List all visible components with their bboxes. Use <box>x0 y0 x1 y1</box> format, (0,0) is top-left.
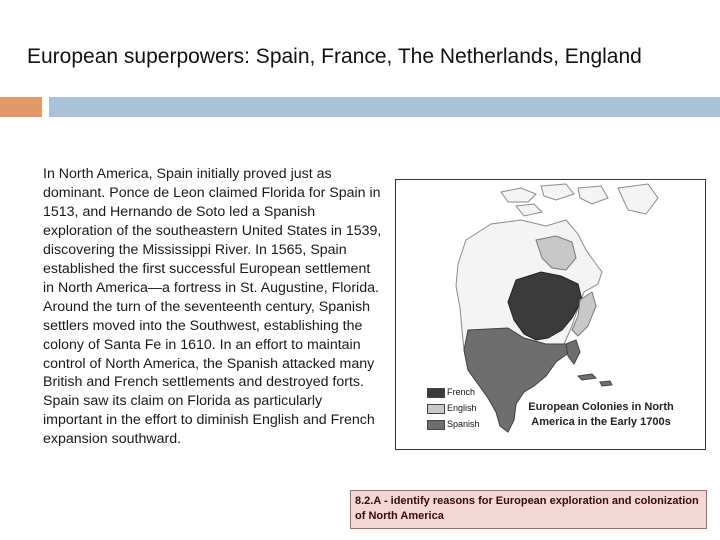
legend-swatch-french <box>427 388 445 398</box>
slide-title: European superpowers: Spain, France, The Netherlands, England <box>27 45 642 68</box>
arctic-islands <box>501 184 608 216</box>
legend-label-spanish: Spanish <box>447 419 480 429</box>
spanish-florida <box>566 340 580 364</box>
caribbean-islands <box>578 374 612 386</box>
greenland-shape <box>618 184 658 214</box>
standard-callout: 8.2.A - identify reasons for European exploration and colonization of North America <box>350 490 707 529</box>
body-paragraph: In North America, Spain initially proved just as dominant. Ponce de Leon claimed Florida for Spain in 1513, and Hernando de Soto led a Spanish exploration of the southeastern United States in 1539, discovering the Mississippi River. In 1565, Spain established the first successful European settlement in North America—a fortress in St. Augustine, Florida. Around the turn of the seventeenth century, Spanish settlers moved into the Southwest, establishing the colony of Santa Fe in 1610. In an effort to maintain control of North America, the Spanish attacked many British and French settlements and destroyed forts. Spain saw its claim on Florida as particularly important in the effort to diminish English and French expansion southward. <box>43 166 382 448</box>
accent-bar-blue <box>49 97 720 117</box>
legend-swatch-spanish <box>427 420 445 430</box>
legend-label-french: French <box>447 387 476 397</box>
accent-bar-orange <box>0 97 42 117</box>
legend-swatch-english <box>427 404 445 414</box>
map-caption: European Colonies in North America in the Early 1700s <box>528 401 674 428</box>
legend-label-english: English <box>447 403 477 413</box>
colonies-map <box>395 179 706 450</box>
